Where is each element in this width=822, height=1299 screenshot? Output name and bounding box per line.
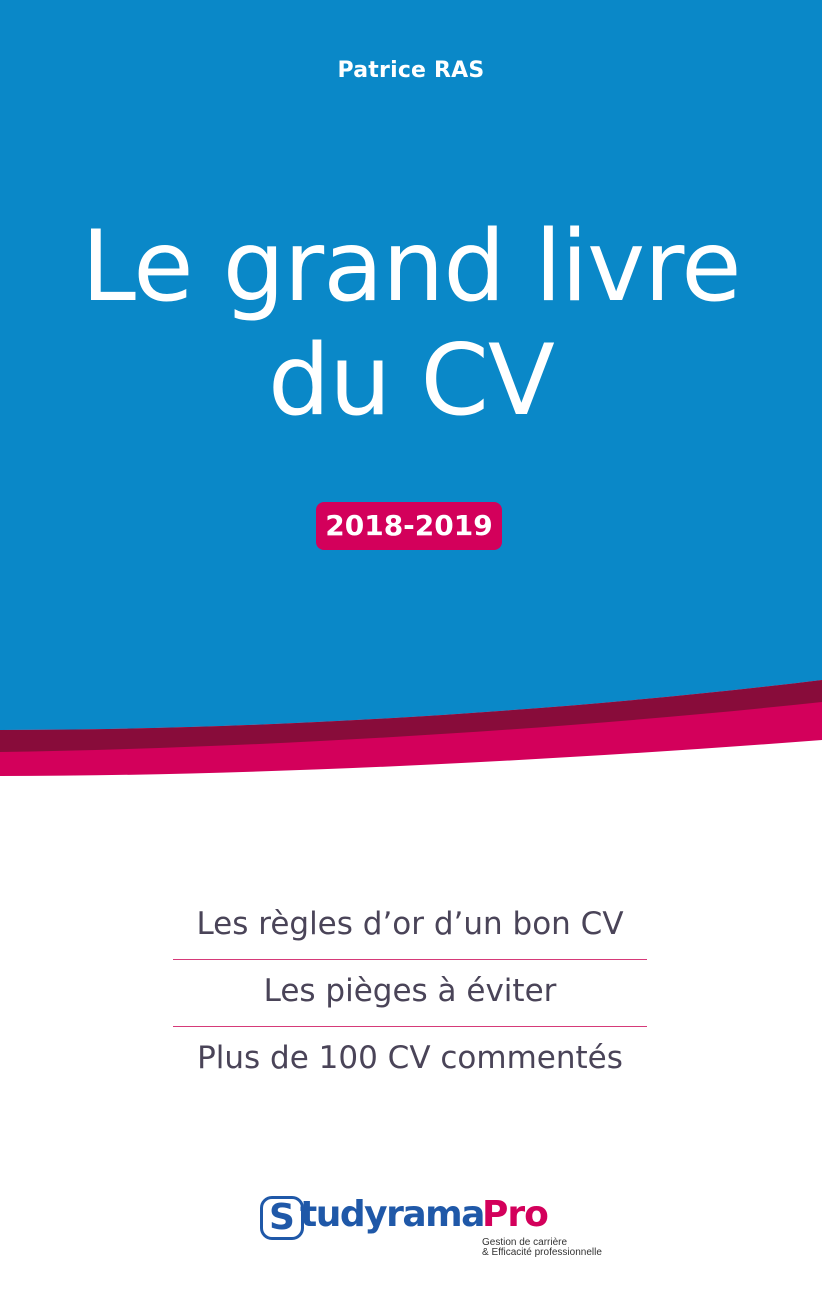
edition-badge: 2018-2019 xyxy=(316,502,502,550)
tagline-line-2: & Efficacité professionnelle xyxy=(482,1247,602,1258)
logo-tagline xyxy=(482,1238,602,1258)
selling-points-list xyxy=(173,893,647,1093)
list-item: Plus de 100 CV commentés xyxy=(197,1040,623,1076)
logo-word: tudyrama xyxy=(300,1194,484,1235)
tagline-line-1: Gestion de carrière xyxy=(482,1237,568,1248)
logo-suffix: Pro xyxy=(482,1194,548,1235)
logo-initial-badge: S xyxy=(260,1196,304,1240)
title-line-2: du CV xyxy=(268,324,554,438)
list-item: Les règles d’or d’un bon CV xyxy=(196,906,624,942)
title-line-1: Le grand livre xyxy=(81,210,741,324)
list-item: Les pièges à éviter xyxy=(263,973,557,1009)
book-title xyxy=(0,210,822,438)
author-name: Patrice RAS xyxy=(337,58,485,83)
publisher-logo xyxy=(260,1194,602,1260)
